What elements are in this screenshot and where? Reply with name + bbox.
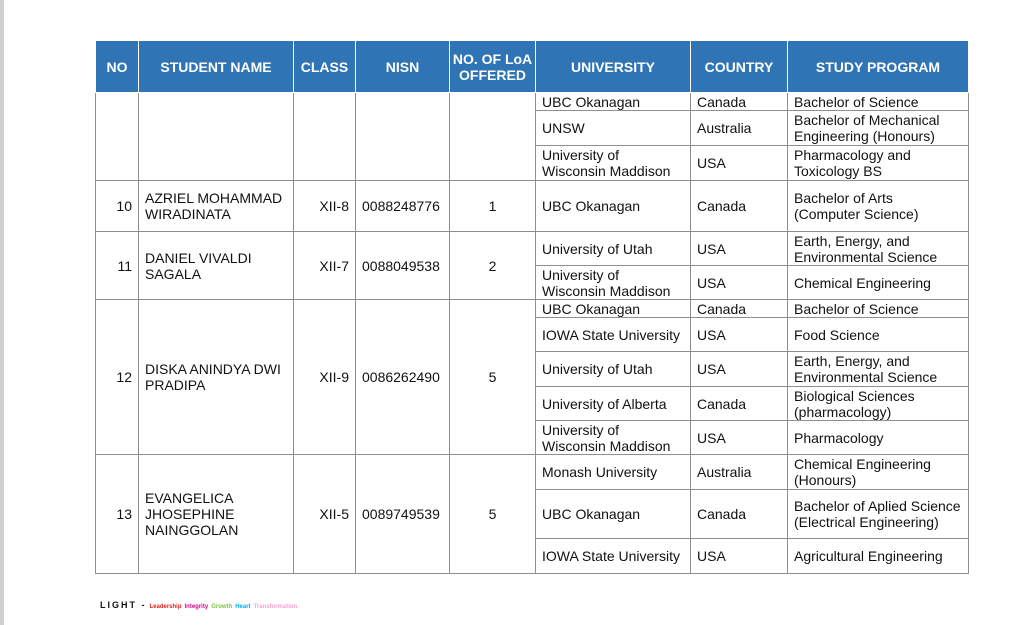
cell-university: University of Wisconsin Maddison <box>536 266 691 300</box>
cell-study-program: Pharmacology <box>788 421 969 455</box>
cell-study-program: Earth, Energy, and Environmental Science <box>788 232 969 266</box>
cell-student-name: EVANGELICA JHOSEPHINE NAINGGOLAN <box>139 455 294 574</box>
cell-class <box>294 93 356 181</box>
cell-no: 12 <box>96 300 139 455</box>
cell-university: University of Utah <box>536 232 691 266</box>
cell-no <box>96 93 139 181</box>
cell-study-program: Earth, Energy, and Environmental Science <box>788 352 969 387</box>
col-header-nisn: NISN <box>356 41 450 93</box>
cell-nisn <box>356 93 450 181</box>
footer-word: Leadership <box>149 604 182 610</box>
cell-university: UBC Okanagan <box>536 93 691 111</box>
cell-study-program: Food Science <box>788 318 969 352</box>
cell-university: UBC Okanagan <box>536 181 691 232</box>
cell-nisn: 0088248776 <box>356 181 450 232</box>
page-left-edge <box>0 0 4 625</box>
cell-country: USA <box>691 232 788 266</box>
cell-no: 11 <box>96 232 139 300</box>
cell-country: USA <box>691 539 788 574</box>
cell-country: USA <box>691 318 788 352</box>
cell-study-program: Bachelor of Science <box>788 93 969 111</box>
cell-university: University of Alberta <box>536 387 691 421</box>
cell-university: IOWA State University <box>536 539 691 574</box>
cell-loa-offered: 5 <box>450 455 536 574</box>
cell-university: UBC Okanagan <box>536 300 691 318</box>
table-row <box>96 232 969 266</box>
footer-word: Growth <box>211 604 233 610</box>
cell-country: USA <box>691 421 788 455</box>
cell-class: XII-9 <box>294 300 356 455</box>
cell-country: Canada <box>691 181 788 232</box>
col-header-university: UNIVERSITY <box>536 41 691 93</box>
cell-university: University of Wisconsin Maddison <box>536 146 691 181</box>
cell-student-name: DISKA ANINDYA DWI PRADIPA <box>139 300 294 455</box>
cell-country: Canada <box>691 490 788 539</box>
footer-brand: LIGHT - <box>100 600 147 610</box>
cell-study-program: Bachelor of Mechanical Engineering (Honours) <box>788 111 969 146</box>
cell-university: IOWA State University <box>536 318 691 352</box>
cell-country: USA <box>691 352 788 387</box>
cell-country: Australia <box>691 455 788 490</box>
col-header-student-name: STUDENT NAME <box>139 41 294 93</box>
footer-tagline <box>100 600 297 610</box>
cell-country: USA <box>691 146 788 181</box>
table-row <box>96 300 969 318</box>
cell-study-program: Chemical Engineering <box>788 266 969 300</box>
cell-nisn: 0088049538 <box>356 232 450 300</box>
col-header-class: CLASS <box>294 41 356 93</box>
cell-loa-offered: 2 <box>450 232 536 300</box>
cell-no: 13 <box>96 455 139 574</box>
cell-country: Canada <box>691 387 788 421</box>
cell-study-program: Biological Sciences (pharmacology) <box>788 387 969 421</box>
footer-word: Transformation <box>253 604 298 610</box>
col-header-loa-offered: NO. OF LoA OFFERED <box>450 41 536 93</box>
loa-table <box>95 40 969 574</box>
cell-student-name: AZRIEL MOHAMMAD WIRADINATA <box>139 181 294 232</box>
table-row <box>96 455 969 490</box>
col-header-no: NO <box>96 41 139 93</box>
cell-class: XII-8 <box>294 181 356 232</box>
footer-word: Heart <box>235 604 251 610</box>
cell-loa-offered <box>450 93 536 181</box>
cell-class: XII-5 <box>294 455 356 574</box>
cell-study-program: Chemical Engineering (Honours) <box>788 455 969 490</box>
cell-university: University of Wisconsin Maddison <box>536 421 691 455</box>
cell-university: Monash University <box>536 455 691 490</box>
cell-country: Australia <box>691 111 788 146</box>
cell-country: USA <box>691 266 788 300</box>
cell-no: 10 <box>96 181 139 232</box>
cell-student-name <box>139 93 294 181</box>
cell-study-program: Bachelor of Science <box>788 300 969 318</box>
cell-class: XII-7 <box>294 232 356 300</box>
cell-country: Canada <box>691 93 788 111</box>
cell-study-program: Bachelor of Aplied Science (Electrical Engineering) <box>788 490 969 539</box>
footer-words <box>147 601 298 610</box>
table-row <box>96 181 969 232</box>
cell-study-program: Bachelor of Arts (Computer Science) <box>788 181 969 232</box>
col-header-study-program: STUDY PROGRAM <box>788 41 969 93</box>
table-header-row <box>96 41 969 93</box>
cell-country: Canada <box>691 300 788 318</box>
cell-loa-offered: 5 <box>450 300 536 455</box>
cell-loa-offered: 1 <box>450 181 536 232</box>
footer-word: Integrity <box>184 604 209 610</box>
cell-study-program: Pharmacology and Toxicology BS <box>788 146 969 181</box>
cell-university: University of Utah <box>536 352 691 387</box>
cell-study-program: Agricultural Engineering <box>788 539 969 574</box>
cell-student-name: DANIEL VIVALDI SAGALA <box>139 232 294 300</box>
cell-nisn: 0089749539 <box>356 455 450 574</box>
cell-university: UNSW <box>536 111 691 146</box>
cell-nisn: 0086262490 <box>356 300 450 455</box>
table-body <box>96 93 969 574</box>
cell-university: UBC Okanagan <box>536 490 691 539</box>
table-row <box>96 93 969 111</box>
col-header-country: COUNTRY <box>691 41 788 93</box>
